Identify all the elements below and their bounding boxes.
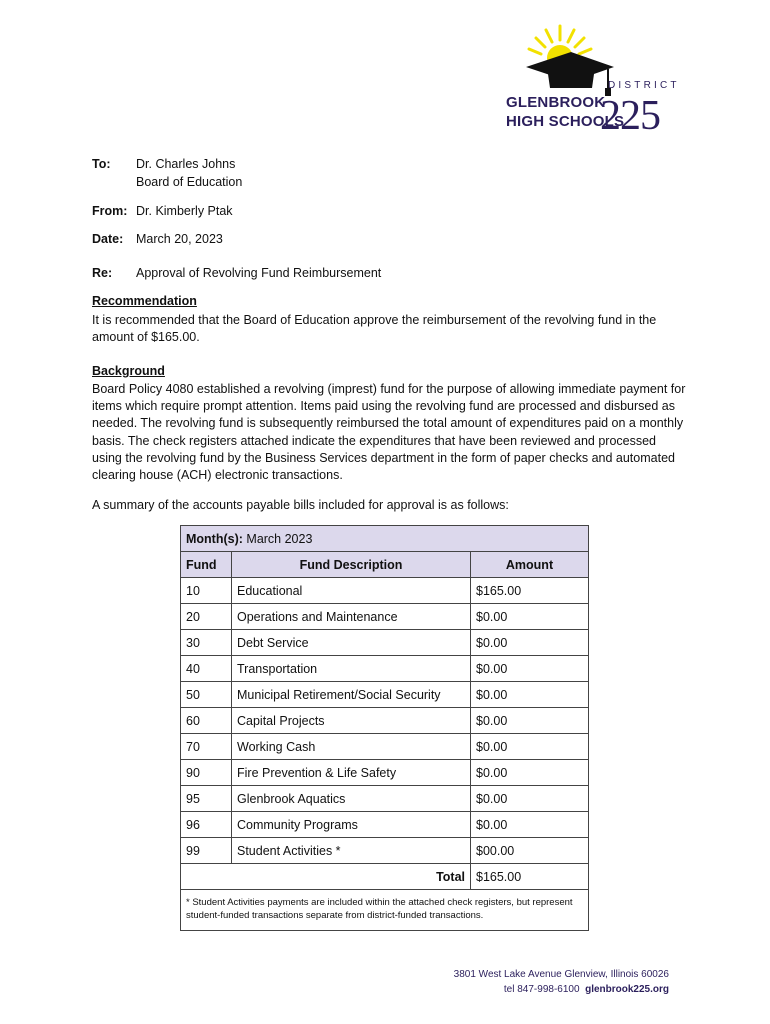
fund-rows: [181, 578, 589, 864]
fund-number: 20: [181, 604, 232, 630]
table-row: [181, 786, 589, 812]
fund-description: Glenbrook Aquatics: [232, 786, 471, 812]
fund-number: 70: [181, 734, 232, 760]
fund-number: 50: [181, 682, 232, 708]
table-row: [181, 578, 589, 604]
background-text: Board Policy 4080 established a revolving (imprest) fund for the purpose of allowing immediate payment for items which require prompt attention. Items paid using the revolving fund are processed and disbursed as needed. The revolving fund is subsequently reimbursed the total amount of expenditures paid on a monthly basis. The check registers attached indicate the expenditures that have been reviewed and processed using the revolving fund by the Business Services department in the form of paper checks and automated clearing house (ACH) electronic transactions.: [92, 382, 686, 483]
fund-amount: $0.00: [471, 682, 589, 708]
footer-phone: tel 847-998-6100: [503, 984, 580, 995]
logo-district-word: DISTRICT: [608, 80, 680, 91]
re-label: Re:: [92, 266, 113, 280]
fund-number: 60: [181, 708, 232, 734]
recommendation-text: It is recommended that the Board of Education approve the reimbursement of the revolving fund in the amount of $165.00.: [92, 313, 657, 345]
fund-amount: $0.00: [471, 656, 589, 682]
fund-description: Debt Service: [232, 630, 471, 656]
district-logo: [496, 22, 686, 147]
student-activities-note: * Student Activities payments are included within the attached check registers, but represent student-funded transactions separate from district-funded transactions.: [181, 890, 589, 931]
fund-description: Working Cash: [232, 734, 471, 760]
fund-description: Capital Projects: [232, 708, 471, 734]
table-row: [181, 682, 589, 708]
date-value: March 20, 2023: [136, 232, 223, 246]
from-label: From:: [92, 204, 128, 218]
fund-amount: $0.00: [471, 630, 589, 656]
fund-description: Fire Prevention & Life Safety: [232, 760, 471, 786]
date-label: Date:: [92, 232, 124, 246]
footer-address: 3801 West Lake Avenue Glenview, Illinois 60026: [453, 969, 669, 980]
background-heading: Background: [92, 364, 165, 378]
table-row: [181, 604, 589, 630]
fund-description: Transportation: [232, 656, 471, 682]
summary-intro: A summary of the accounts payable bills included for approval is as follows:: [92, 498, 509, 512]
fund-amount: $0.00: [471, 604, 589, 630]
recommendation-heading: Recommendation: [92, 294, 197, 308]
fund-description: Educational: [232, 578, 471, 604]
header-fund: Fund: [181, 552, 232, 578]
table-row: [181, 656, 589, 682]
month-row: [181, 526, 589, 552]
to-label: To:: [92, 157, 111, 171]
fund-number: 90: [181, 760, 232, 786]
fund-amount: $0.00: [471, 734, 589, 760]
fund-description: Operations and Maintenance: [232, 604, 471, 630]
month-cell: [181, 526, 589, 552]
table-row: [181, 734, 589, 760]
table-header-row: [181, 552, 589, 578]
fund-number: 95: [181, 786, 232, 812]
fund-number: 10: [181, 578, 232, 604]
fund-number: 40: [181, 656, 232, 682]
header-amount: Amount: [471, 552, 589, 578]
fund-number: 30: [181, 630, 232, 656]
table-row: [181, 812, 589, 838]
fund-amount: $165.00: [471, 578, 589, 604]
month-label: Month(s):: [186, 531, 243, 546]
fund-description: Municipal Retirement/Social Security: [232, 682, 471, 708]
table-row: [181, 760, 589, 786]
fund-description: Community Programs: [232, 812, 471, 838]
fund-amount: $0.00: [471, 812, 589, 838]
from-value: Dr. Kimberly Ptak: [136, 204, 233, 218]
header-description: Fund Description: [232, 552, 471, 578]
fund-amount: $0.00: [471, 708, 589, 734]
re-subject: Approval of Revolving Fund Reimbursement: [136, 266, 382, 280]
fund-number: 96: [181, 812, 232, 838]
logo-district-number: 225: [600, 93, 660, 139]
table-row: [181, 630, 589, 656]
month-value: March 2023: [246, 531, 313, 546]
table-row: [181, 708, 589, 734]
logo-line-2: HIGH SCHOOLS: [506, 113, 625, 130]
total-label: Total: [181, 864, 471, 890]
table-row: [181, 838, 589, 864]
to-recipient: Dr. Charles Johns: [136, 157, 236, 171]
footer-contact: [504, 984, 669, 995]
fund-description: Student Activities *: [232, 838, 471, 864]
fund-amount: $0.00: [471, 760, 589, 786]
footer-website[interactable]: glenbrook225.org: [585, 984, 669, 995]
total-row: [181, 864, 589, 890]
fund-amount: $0.00: [471, 786, 589, 812]
to-organization: Board of Education: [136, 175, 243, 189]
logo-line-1: GLENBROOK: [506, 94, 606, 111]
fund-number: 99: [181, 838, 232, 864]
accounts-payable-table: [180, 525, 589, 931]
note-row: [181, 890, 589, 931]
total-value: $165.00: [471, 864, 589, 890]
fund-amount: $00.00: [471, 838, 589, 864]
